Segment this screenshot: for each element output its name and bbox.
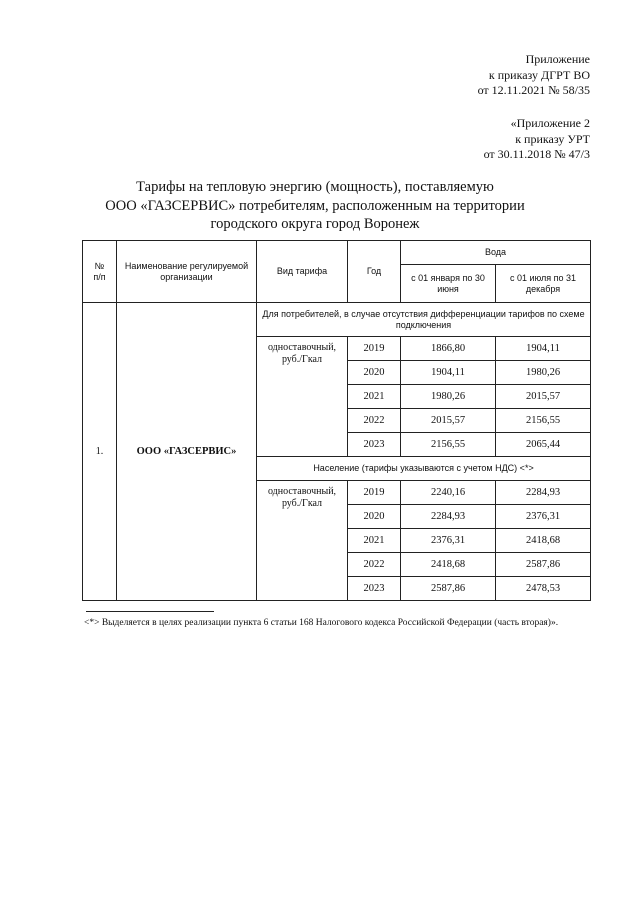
tariff-table <box>82 240 591 601</box>
footnote-divider <box>86 611 214 612</box>
value-cell: 2284,93 <box>401 505 496 529</box>
value-cell: 1904,11 <box>401 361 496 385</box>
section-heading: Население (тарифы указываются с учетом НДС) <*> <box>257 457 591 481</box>
value-cell: 2156,55 <box>401 433 496 457</box>
year-cell: 2019 <box>348 337 401 361</box>
col-header-water: Вода <box>401 241 591 265</box>
appendix-2-header <box>484 116 590 163</box>
tariff-type-cell: одноставочный, руб./Гкал <box>257 337 348 457</box>
tariff-type-cell: одноставочный, руб./Гкал <box>257 481 348 601</box>
year-cell: 2019 <box>348 481 401 505</box>
value-cell: 2376,31 <box>496 505 591 529</box>
value-cell: 2418,68 <box>401 553 496 577</box>
header-line: от 12.11.2021 № 58/35 <box>477 83 590 97</box>
table-header-row <box>83 241 591 265</box>
year-cell: 2020 <box>348 361 401 385</box>
value-cell: 2587,86 <box>401 577 496 601</box>
col-header-org: Наименование регулируемой организации <box>117 241 257 303</box>
document-title <box>80 178 550 234</box>
section-heading: Для потребителей, в случае отсутствия дифференциации тарифов по схеме подключения <box>257 303 591 337</box>
value-cell: 2240,16 <box>401 481 496 505</box>
value-cell: 2376,31 <box>401 529 496 553</box>
year-cell: 2022 <box>348 409 401 433</box>
value-cell: 2015,57 <box>401 409 496 433</box>
year-cell: 2022 <box>348 553 401 577</box>
header-line: к приказу ДГРТ ВО <box>488 67 590 82</box>
appendix-header <box>478 52 590 99</box>
col-header-period-2: с 01 июля по 31 декабря <box>496 265 591 303</box>
footnote: <*> Выделяется в целях реализации пункта 6 статьи 168 Налогового кодекса Российской Федерации (часть вторая)». <box>84 618 559 628</box>
value-cell: 2284,93 <box>496 481 591 505</box>
value-cell: 1980,26 <box>401 385 496 409</box>
header-line: Приложение <box>525 52 590 66</box>
section-heading-row <box>83 303 591 337</box>
col-header-period-1: с 01 января по 30 июня <box>401 265 496 303</box>
value-cell: 2478,53 <box>496 577 591 601</box>
header-line: от 30.11.2018 № 47/3 <box>483 147 590 161</box>
year-cell: 2020 <box>348 505 401 529</box>
value-cell: 2587,86 <box>496 553 591 577</box>
header-line: к приказу УРТ <box>515 131 590 146</box>
title-line: ООО «ГАЗСЕРВИС» потребителям, расположенным на территории <box>105 197 525 214</box>
col-header-num: № п/п <box>83 241 117 303</box>
value-cell: 2418,68 <box>496 529 591 553</box>
value-cell: 1980,26 <box>496 361 591 385</box>
row-number-cell: 1. <box>83 303 117 601</box>
header-line: «Приложение 2 <box>510 116 590 130</box>
value-cell: 1866,80 <box>401 337 496 361</box>
organization-cell: ООО «ГАЗСЕРВИС» <box>117 303 257 601</box>
title-line: Тарифы на тепловую энергию (мощность), поставляемую <box>136 179 494 195</box>
value-cell: 2065,44 <box>496 433 591 457</box>
value-cell: 2156,55 <box>496 409 591 433</box>
year-cell: 2021 <box>348 385 401 409</box>
value-cell: 2015,57 <box>496 385 591 409</box>
col-header-year: Год <box>348 241 401 303</box>
value-cell: 1904,11 <box>496 337 591 361</box>
year-cell: 2021 <box>348 529 401 553</box>
col-header-tariff-type: Вид тарифа <box>257 241 348 303</box>
year-cell: 2023 <box>348 577 401 601</box>
title-line: городского округа город Воронеж <box>210 216 420 232</box>
year-cell: 2023 <box>348 433 401 457</box>
